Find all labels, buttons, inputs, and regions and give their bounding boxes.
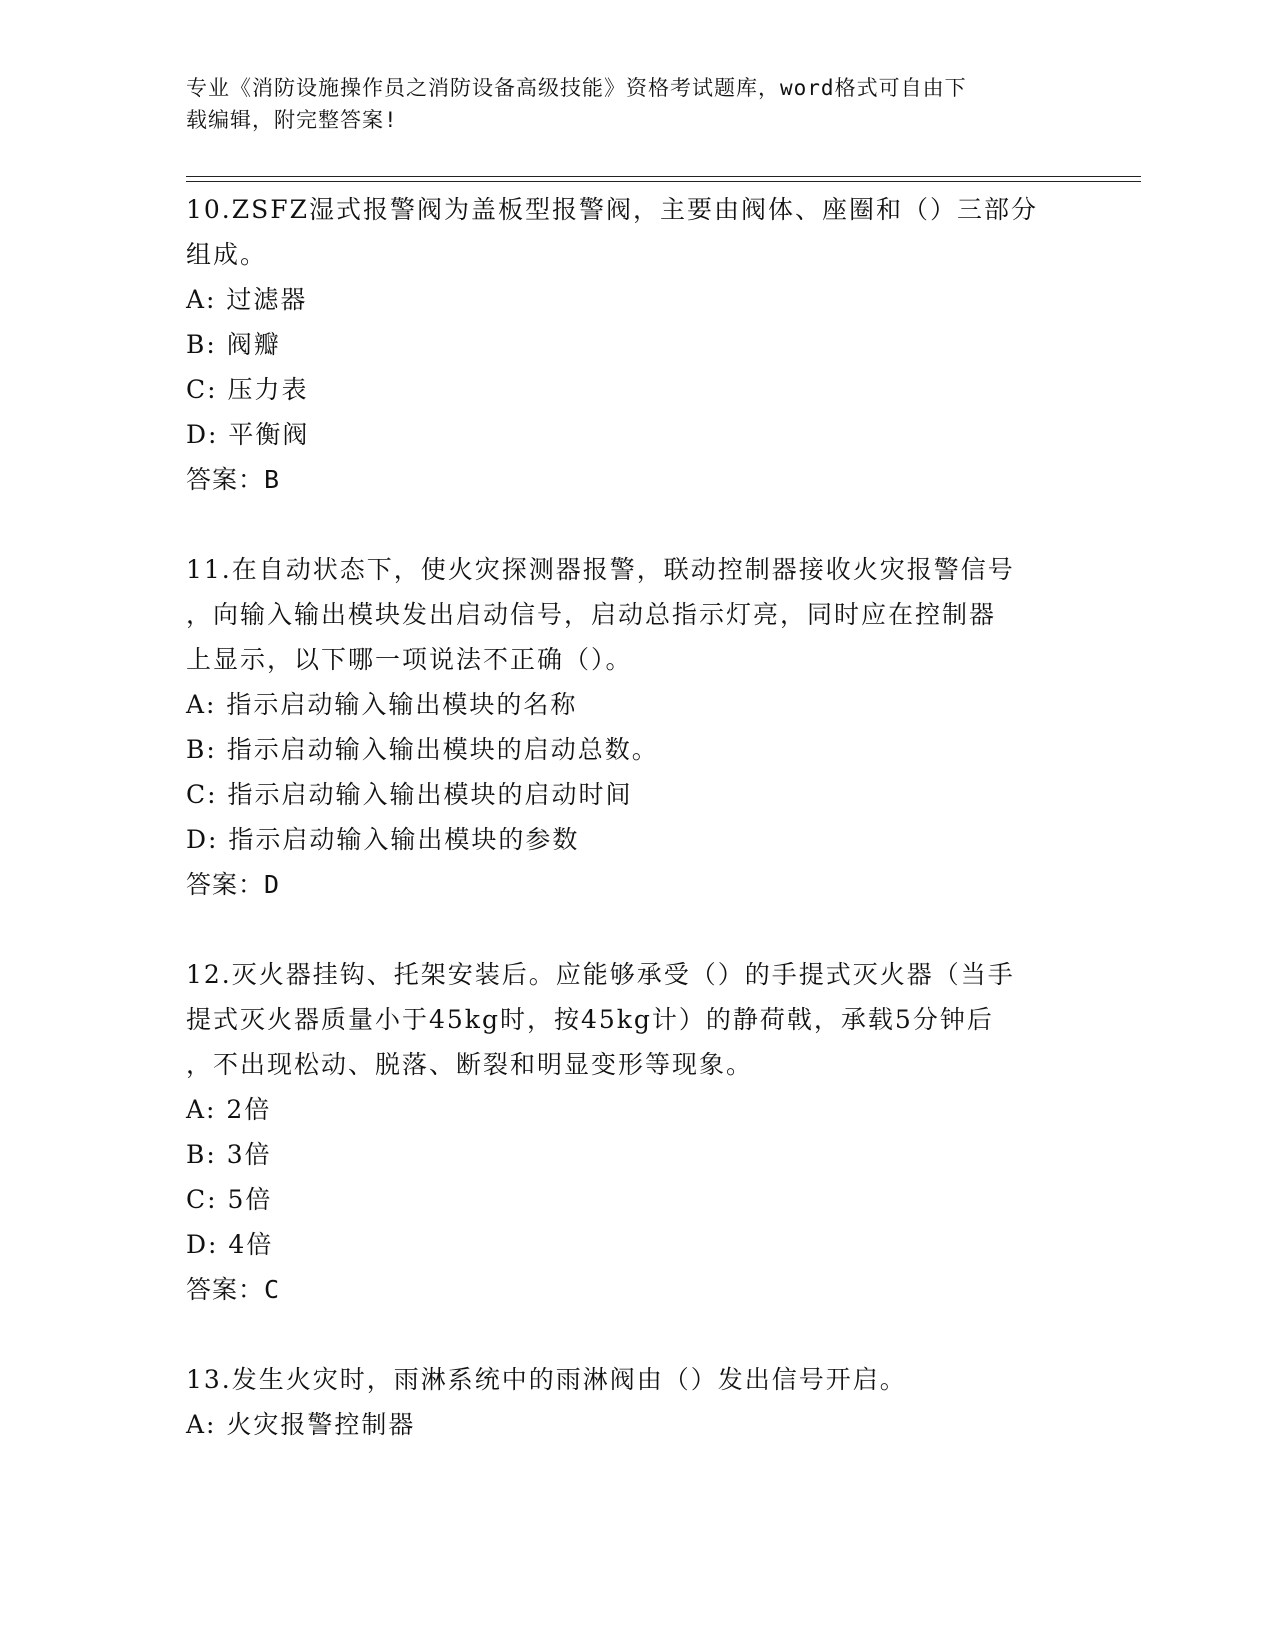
option-b: B: 指示启动输入输出模块的启动总数。 xyxy=(186,735,659,764)
question-stem-line: 组成。 xyxy=(186,240,268,269)
answer-line: 答案：B xyxy=(186,465,281,494)
header-line-1: 专业《消防设施操作员之消防设备高级技能》资格考试题库，word格式可自由下 xyxy=(186,76,967,100)
question-stem-line: 11.在自动状态下，使火灾探测器报警，联动控制器接收火灾报警信号 xyxy=(186,555,1015,584)
option-a: A: 2倍 xyxy=(186,1095,272,1124)
header-line-2: 载编辑，附完整答案! xyxy=(186,108,398,132)
question-11 xyxy=(186,547,1086,907)
question-stem-line: ，向输入输出模块发出启动信号，启动总指示灯亮，同时应在控制器 xyxy=(186,600,997,629)
option-d: D: 指示启动输入输出模块的参数 xyxy=(186,825,580,854)
option-b: B: 阀瓣 xyxy=(186,330,281,359)
header-divider-bottom xyxy=(186,181,1141,182)
question-stem-line: 上显示，以下哪一项说法不正确（）。 xyxy=(186,645,633,674)
option-c: C: 压力表 xyxy=(186,375,309,404)
option-d: D: 平衡阀 xyxy=(186,420,310,449)
question-stem-line: 提式灭火器质量小于45kg时，按45kg计）的静荷戟，承载5分钟后 xyxy=(186,1005,994,1034)
option-a: A: 火灾报警控制器 xyxy=(186,1410,416,1439)
answer-line: 答案：D xyxy=(186,870,281,899)
question-12 xyxy=(186,952,1086,1312)
option-a: A: 过滤器 xyxy=(186,285,308,314)
question-list xyxy=(186,187,1086,1447)
question-stem-line: ，不出现松动、脱落、断裂和明显变形等现象。 xyxy=(186,1050,754,1079)
option-c: C: 指示启动输入输出模块的启动时间 xyxy=(186,780,633,809)
header-divider-top xyxy=(186,176,1141,177)
document-header xyxy=(186,72,1066,136)
question-stem-line: 12.灭火器挂钩、托架安装后。应能够承受（）的手提式灭火器（当手 xyxy=(186,960,1015,989)
option-c: C: 5倍 xyxy=(186,1185,273,1214)
question-10 xyxy=(186,187,1086,502)
option-d: D: 4倍 xyxy=(186,1230,274,1259)
question-13 xyxy=(186,1357,1086,1447)
option-b: B: 3倍 xyxy=(186,1140,272,1169)
question-stem-line: 10.ZSFZ湿式报警阀为盖板型报警阀，主要由阀体、座圈和（）三部分 xyxy=(186,195,1038,224)
answer-line: 答案：C xyxy=(186,1275,281,1304)
option-a: A: 指示启动输入输出模块的名称 xyxy=(186,690,578,719)
question-stem-line: 13.发生火灾时，雨淋系统中的雨淋阀由（）发出信号开启。 xyxy=(186,1365,907,1394)
